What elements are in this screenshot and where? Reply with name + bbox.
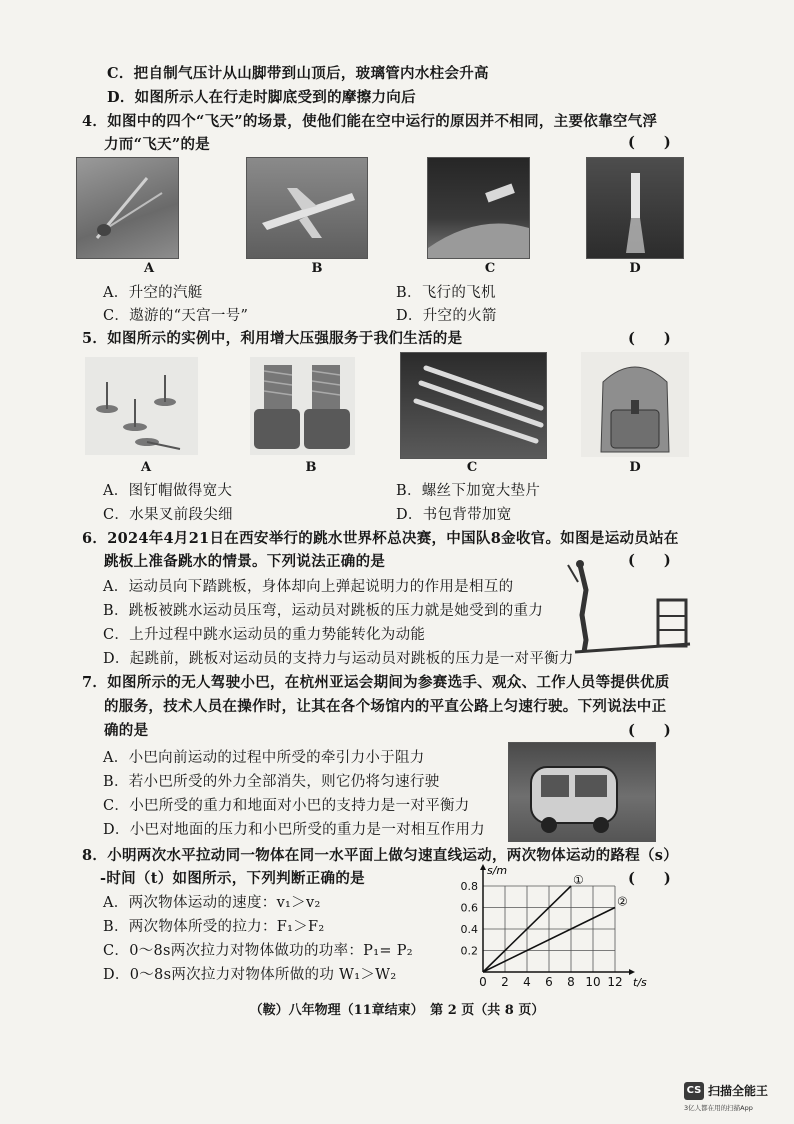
q4-option-a: A．升空的汽艇 [103,285,203,301]
q5-caption-a: A [140,460,152,475]
q7-option-d: D．小巴对地面的压力和小巴所受的重力是一对相互作用力 [103,822,485,838]
q6-stem-line1: 6．2024年4月21日在西安举行的跳水世界杯总决赛，中国队8金收官。如图是运动员站在 [82,530,679,547]
x-tick-label: 6 [545,975,553,989]
q7-stem-line1: 7．如图所示的无人驾驶小巴，在杭州亚运会期间为参赛选手、观众、工作人员等提供优质 [82,674,670,691]
y-axis-label: s/m [487,864,508,877]
q7-stem-line2: 的服务，技术人员在操作时，让其在各个场馆内的平直公路上匀速行驶。下列说法中正 [104,698,667,715]
q5-option-c: C．水果叉前段尖细 [103,507,233,523]
y-tick-label: 0.2 [460,944,478,958]
q7-option-a: A．小巴向前运动的过程中所受的牵引力小于阻力 [103,750,425,766]
q5-option-b: B．螺丝下加宽大垫片 [396,483,541,499]
prev-option-c: C．把自制气压计从山脚带到山顶后，玻璃管内水柱会升高 [107,65,489,82]
q8-option-a: A．两次物体运动的速度：v₁＞v₂ [103,895,321,911]
q8-answer-bracket: ( ) [628,870,671,887]
q7-image-minibus [508,742,656,842]
q5-stem-line1: 5．如图所示的实例中，利用增大压强服务于我们生活的是 [82,330,463,347]
q4-caption-d: D [629,261,641,276]
q4-option-c: C．遨游的“天宫一号” [103,308,249,324]
q4-option-d: D．升空的火箭 [396,308,497,324]
q8-stem-line2: -时间（t）如图所示，下列判断正确的是 [100,870,365,887]
q5-caption-c: C [466,460,478,475]
x-tick-label: 8 [567,975,575,989]
q4-image-d-rocket [586,157,684,259]
q4-caption-c: C [484,261,496,276]
q7-option-b: B．若小巴所受的外力全部消失，则它仍将匀速行驶 [103,774,440,790]
q5-image-b-screws-washers [250,357,355,455]
x-tick-label: 2 [501,975,509,989]
x-tick-label: 12 [607,975,623,989]
scanner-watermark [684,1082,788,1116]
scanner-logo-icon: CS [684,1082,704,1100]
q6-answer-bracket: ( ) [628,552,671,569]
q4-image-c-space-station [427,157,530,259]
q6-option-a: A．运动员向下踏跳板，身体却向上弹起说明力的作用是相互的 [103,579,514,595]
x-tick-label: 4 [523,975,531,989]
q4-caption-b: B [311,261,323,276]
y-tick-label: 0.8 [460,880,478,893]
series-label-2: ② [617,894,628,909]
y-axis-arrow [480,864,486,870]
scanner-tagline: 3亿人都在用的扫描App [684,1104,753,1112]
scanner-app-name: 扫描全能王 [708,1084,769,1098]
q8-option-b: B．两次物体所受的拉力：F₁＞F₂ [103,919,325,935]
q4-answer-bracket: ( ) [628,134,671,151]
y-tick-label: 0.6 [460,901,478,915]
q4-image-b-airplane [246,157,368,259]
y-tick-label: 0.4 [460,923,478,936]
q4-option-b: B．飞行的飞机 [396,285,496,301]
q8-option-c: C．0～8s两次拉力对物体做功的功率：P₁= P₂ [103,943,413,959]
x-axis-arrow [629,969,635,975]
page-footer: （鞍）八年物理（11章结束） 第 2 页（共 8 页） [249,1003,545,1018]
q4-image-a-airship [76,157,179,259]
q8-option-d: D．0～8s两次拉力对物体所做的功 W₁＞W₂ [103,967,397,983]
x-axis-label: t/s [633,976,647,989]
q6-option-d: D．起跳前，跳板对运动员的支持力与运动员对跳板的压力是一对平衡力 [103,651,574,667]
q7-answer-bracket: ( ) [628,722,671,739]
q8-stem-line1: 8．小明两次水平拉动同一物体在同一水平面上做匀速直线运动，两次物体运动的路程（s） [82,847,679,864]
x-tick-label: 10 [585,975,601,989]
q5-image-d-backpack [581,352,689,457]
q4-stem-line2: 力而“飞天”的是 [104,136,211,153]
prev-option-d: D．如图所示人在行走时脚底受到的摩擦力向后 [107,89,416,106]
q6-stem-line2: 跳板上准备跳水的情景。下列说法正确的是 [104,553,386,570]
q5-image-c-fruit-forks [400,352,547,459]
q5-option-a: A．图钉帽做得宽大 [103,483,233,499]
st-graph [455,862,645,992]
x-tick-label: 0 [479,975,487,989]
q7-stem-line3: 确的是 [104,722,149,739]
series-label-1: ① [573,873,584,887]
q5-image-a-thumbtacks [85,357,198,455]
q6-option-c: C．上升过程中跳水运动员的重力势能转化为动能 [103,627,426,643]
q4-caption-a: A [143,261,155,276]
q5-option-d: D．书包背带加宽 [396,507,512,523]
q6-image-diver [560,560,690,660]
q6-option-b: B．跳板被跳水运动员压弯，运动员对跳板的压力就是她受到的重力 [103,603,544,619]
q7-option-c: C．小巴所受的重力和地面对小巴的支持力是一对平衡力 [103,798,470,814]
q4-stem-line1: 4．如图中的四个“飞天”的场景，使他们能在空中运行的原因并不相同，主要依靠空气浮 [82,113,658,130]
q5-caption-b: B [305,460,317,475]
q5-caption-d: D [629,460,641,475]
q5-answer-bracket: ( ) [628,330,671,347]
